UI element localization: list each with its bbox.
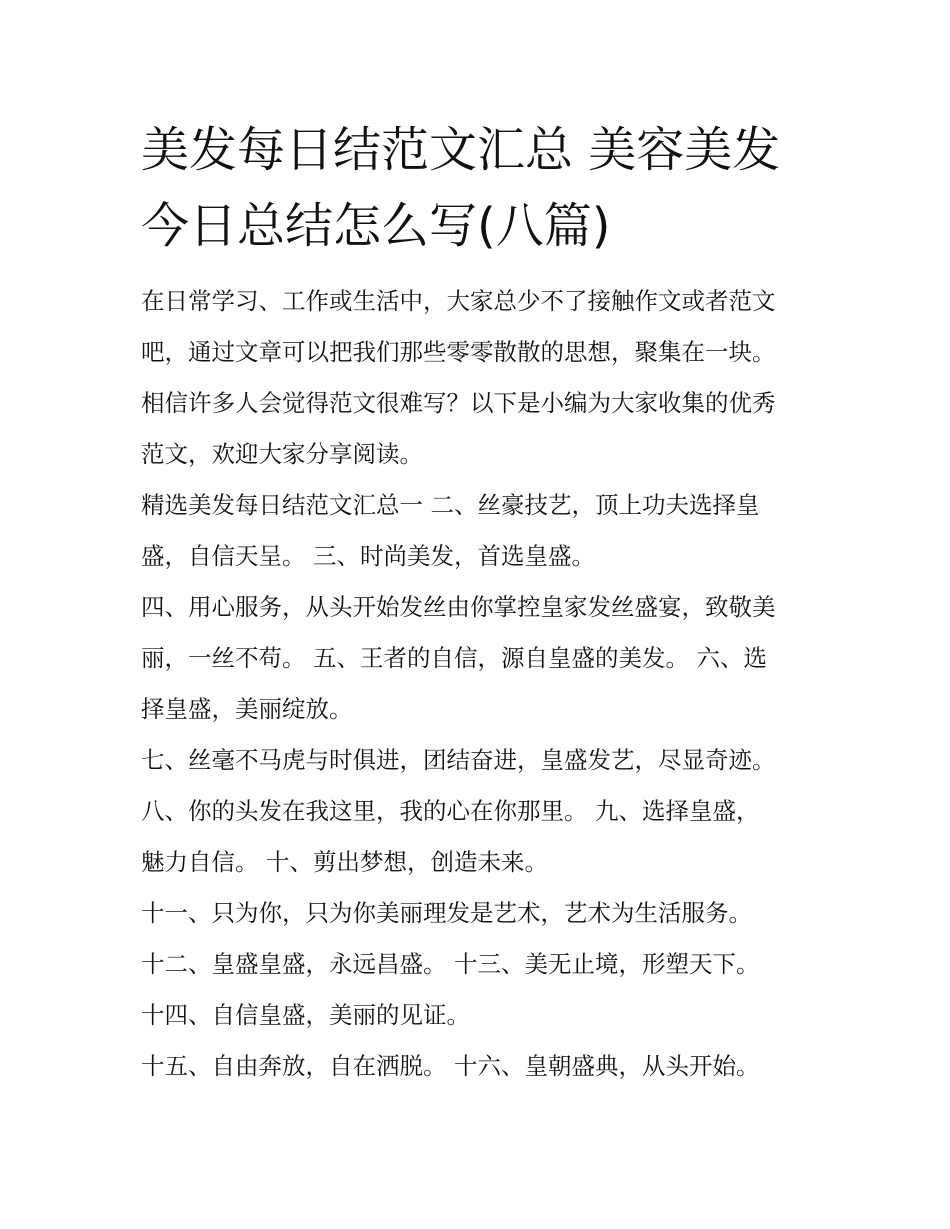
title-line: 今日总结怎么写(八篇) <box>141 198 611 254</box>
body-paragraph <box>141 786 821 888</box>
body-paragraph <box>141 480 821 582</box>
text-line: 十四、自信皇盛，美丽的见证。 <box>141 1001 470 1029</box>
text-line: 精选美发每日结范文汇总一 二、丝豪技艺，顶上功夫选择皇 <box>141 491 760 519</box>
text-line: 四、用心服务，从头开始发丝由你掌控皇家发丝盛宴，致敬美 <box>141 593 776 621</box>
text-line: 吧，通过文章可以把我们那些零零散散的思想，聚集在一块。 <box>141 338 776 366</box>
text-line: 十五、自由奔放，自在洒脱。 十六、皇朝盛典，从头开始。 <box>141 1052 760 1080</box>
text-line: 盛，自信天呈。 三、时尚美发，首选皇盛。 <box>141 542 595 570</box>
body-paragraph <box>141 1041 821 1092</box>
title-line: 美发每日结范文汇总 美容美发 <box>141 122 781 178</box>
text-line: 十一、只为你，只为你美丽理发是艺术，艺术为生活服务。 <box>141 899 752 927</box>
text-line: 七、丝毫不马虎与时俱进，团结奋进，皇盛发艺，尽显奇迹。 <box>141 746 776 774</box>
body-paragraph <box>141 582 821 735</box>
document-title <box>141 112 821 264</box>
body-paragraph <box>141 939 821 990</box>
text-line: 丽，一丝不苟。 五、王者的自信，源自皇盛的美发。 六、选 <box>141 644 767 672</box>
text-line: 魅力自信。 十、剪出梦想，创造未来。 <box>141 848 548 876</box>
body-paragraph <box>141 990 821 1041</box>
text-line: 范文，欢迎大家分享阅读。 <box>141 440 423 468</box>
text-line: 相信许多人会觉得范文很难写？以下是小编为大家收集的优秀 <box>141 389 776 417</box>
intro-paragraph <box>141 276 821 480</box>
text-line: 八、你的头发在我这里，我的心在你那里。 九、选择皇盛， <box>141 797 760 825</box>
body-paragraph <box>141 735 821 786</box>
text-line: 十二、皇盛皇盛，永远昌盛。 十三、美无止境，形塑天下。 <box>141 950 760 978</box>
text-line: 在日常学习、工作或生活中，大家总少不了接触作文或者范文 <box>141 287 776 315</box>
body-paragraph <box>141 888 821 939</box>
document-content <box>141 112 821 1092</box>
text-line: 择皇盛，美丽绽放。 <box>141 695 353 723</box>
